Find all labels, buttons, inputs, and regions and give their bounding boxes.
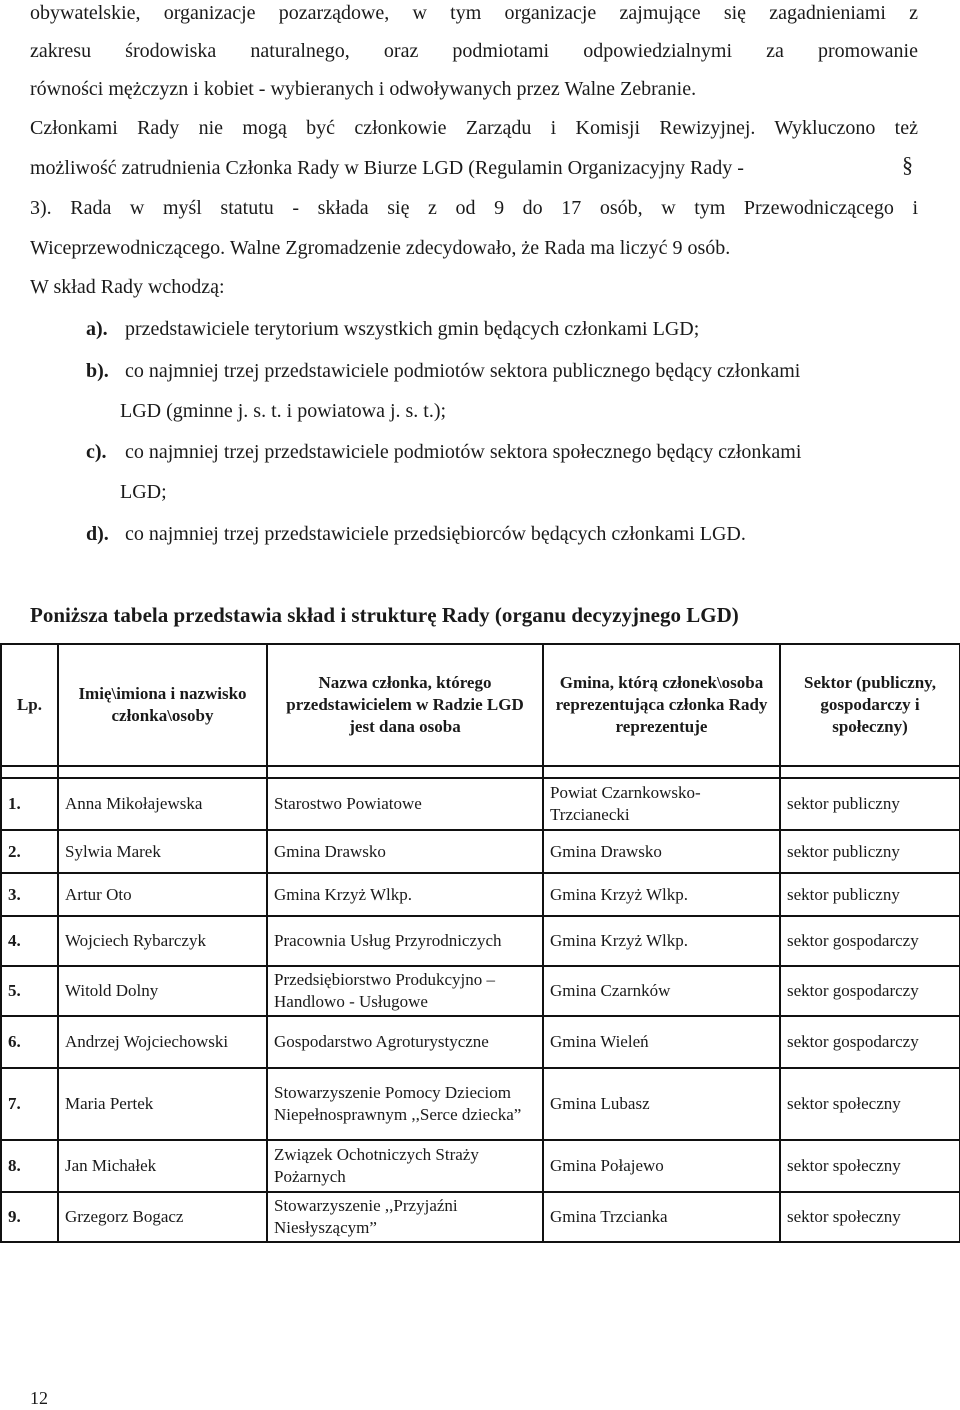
cell-lp: 6.	[1, 1016, 58, 1068]
cell-member: Pracownia Usług Przyrodniczych	[267, 916, 543, 966]
cell-lp: 4.	[1, 916, 58, 966]
council-table	[0, 643, 960, 1243]
header-municipality: Gmina, którą członek\osoba reprezentująca członka Rady reprezentuje	[543, 644, 780, 766]
cell-name: Maria Pertek	[58, 1068, 267, 1140]
cell-lp: 3.	[1, 873, 58, 916]
list-item-b	[86, 360, 800, 383]
cell-sector: sektor publiczny	[780, 778, 960, 830]
cell-sector: sektor gospodarczy	[780, 916, 960, 966]
list-item-c	[86, 441, 801, 464]
table-row	[1, 916, 960, 966]
cell-municipality: Gmina Czarnków	[543, 966, 780, 1016]
cell-municipality: Gmina Krzyż Wlkp.	[543, 873, 780, 916]
cell-sector: sektor społeczny	[780, 1140, 960, 1192]
cell-municipality: Gmina Wieleń	[543, 1016, 780, 1068]
cell-name: Sylwia Marek	[58, 830, 267, 873]
cell-lp: 5.	[1, 966, 58, 1016]
table-row	[1, 873, 960, 916]
list-item-label: c).	[86, 441, 107, 463]
list-item-label: b).	[86, 360, 109, 382]
cell-name: Andrzej Wojciechowski	[58, 1016, 267, 1068]
section-sign: §	[902, 152, 913, 177]
cell-member: Związek Ochotniczych Straży Pożarnych	[267, 1140, 543, 1192]
header-sector: Sektor (publiczny, gospodarczy i społeczny)	[780, 644, 960, 766]
table-row	[1, 1068, 960, 1140]
cell-member: Gmina Krzyż Wlkp.	[267, 873, 543, 916]
header-spacer	[1, 766, 960, 778]
cell-member: Gospodarstwo Agroturystyczne	[267, 1016, 543, 1068]
cell-lp: 9.	[1, 1192, 58, 1242]
table-row	[1, 830, 960, 873]
table-header-row	[1, 644, 960, 766]
cell-member: Stowarzyszenie Pomocy Dzieciom Niepełnosprawnym ,,Serce dziecka”	[267, 1068, 543, 1140]
cell-sector: sektor społeczny	[780, 1192, 960, 1242]
cell-name: Artur Oto	[58, 873, 267, 916]
table-row	[1, 1140, 960, 1192]
cell-municipality: Gmina Krzyż Wlkp.	[543, 916, 780, 966]
paragraph-line-4: Członkami Rady nie mogą być członkowie Zarządu i Komisji Rewizyjnej. Wykluczono też	[30, 117, 918, 139]
cell-name: Witold Dolny	[58, 966, 267, 1016]
page-number: 12	[30, 1388, 48, 1408]
list-item-b-continuation: LGD (gminne j. s. t. i powiatowa j. s. t.);	[120, 400, 447, 422]
table-title: Poniższa tabela przedstawia skład i strukturę Rady (organu decyzyjnego LGD)	[30, 603, 739, 627]
table-row	[1, 778, 960, 830]
header-name: Imię\imiona i nazwisko członka\osoby	[58, 644, 267, 766]
list-item-text: co najmniej trzej przedstawiciele podmiotów sektora społecznego będący członkami	[125, 441, 802, 463]
cell-municipality: Gmina Trzcianka	[543, 1192, 780, 1242]
cell-sector: sektor publiczny	[780, 830, 960, 873]
list-item-text: przedstawiciele terytorium wszystkich gmin będących członkami LGD;	[125, 318, 700, 340]
cell-lp: 7.	[1, 1068, 58, 1140]
cell-name: Wojciech Rybarczyk	[58, 916, 267, 966]
cell-municipality: Gmina Lubasz	[543, 1068, 780, 1140]
cell-name: Grzegorz Bogacz	[58, 1192, 267, 1242]
paragraph-line-6: 3). Rada w myśl statutu - składa się z od 9 do 17 osób, w tym Przewodniczącego i	[30, 197, 918, 219]
paragraph-line-5: możliwość zatrudnienia Członka Rady w Biurze LGD (Regulamin Organizacyjny Rady -	[30, 157, 744, 179]
cell-municipality: Powiat Czarnkowsko-Trzcianecki	[543, 778, 780, 830]
table-row	[1, 1016, 960, 1068]
list-item-label: d).	[86, 523, 109, 545]
cell-municipality: Gmina Połajewo	[543, 1140, 780, 1192]
paragraph-line-2: zakresu środowiska naturalnego, oraz podmiotami odpowiedzialnymi za promowanie	[30, 40, 918, 62]
list-intro: W skład Rady wchodzą:	[30, 276, 225, 298]
list-item-text: co najmniej trzej przedstawiciele przedsiębiorców będących członkami LGD.	[125, 523, 746, 545]
cell-name: Jan Michałek	[58, 1140, 267, 1192]
cell-sector: sektor gospodarczy	[780, 1016, 960, 1068]
list-item-text: co najmniej trzej przedstawiciele podmiotów sektora publicznego będący członkami	[125, 360, 801, 382]
cell-lp: 1.	[1, 778, 58, 830]
paragraph-line-1: obywatelskie, organizacje pozarządowe, w tym organizacje zajmujące się zagadnieniami z	[30, 2, 918, 24]
list-item-a	[86, 318, 699, 341]
list-item-label: a).	[86, 318, 108, 340]
table-row	[1, 966, 960, 1016]
cell-lp: 8.	[1, 1140, 58, 1192]
table-row	[1, 1192, 960, 1242]
cell-member: Stowarzyszenie ,,Przyjaźni Niesłyszącym”	[267, 1192, 543, 1242]
cell-member: Gmina Drawsko	[267, 830, 543, 873]
cell-municipality: Gmina Drawsko	[543, 830, 780, 873]
paragraph-line-3: równości mężczyzn i kobiet - wybieranych i odwoływanych przez Walne Zebranie.	[30, 78, 697, 100]
cell-sector: sektor gospodarczy	[780, 966, 960, 1016]
header-lp: Lp.	[1, 644, 58, 766]
list-item-d	[86, 523, 746, 546]
cell-member: Starostwo Powiatowe	[267, 778, 543, 830]
list-item-c-continuation: LGD;	[120, 481, 167, 503]
cell-member: Przedsiębiorstwo Produkcyjno – Handlowo - Usługowe	[267, 966, 543, 1016]
header-member: Nazwa członka, którego przedstawicielem w Radzie LGD jest dana osoba	[267, 644, 543, 766]
paragraph-line-7: Wiceprzewodniczącego. Walne Zgromadzenie zdecydowało, że Rada ma liczyć 9 osób.	[30, 237, 731, 259]
cell-sector: sektor publiczny	[780, 873, 960, 916]
cell-lp: 2.	[1, 830, 58, 873]
cell-sector: sektor społeczny	[780, 1068, 960, 1140]
cell-name: Anna Mikołajewska	[58, 778, 267, 830]
